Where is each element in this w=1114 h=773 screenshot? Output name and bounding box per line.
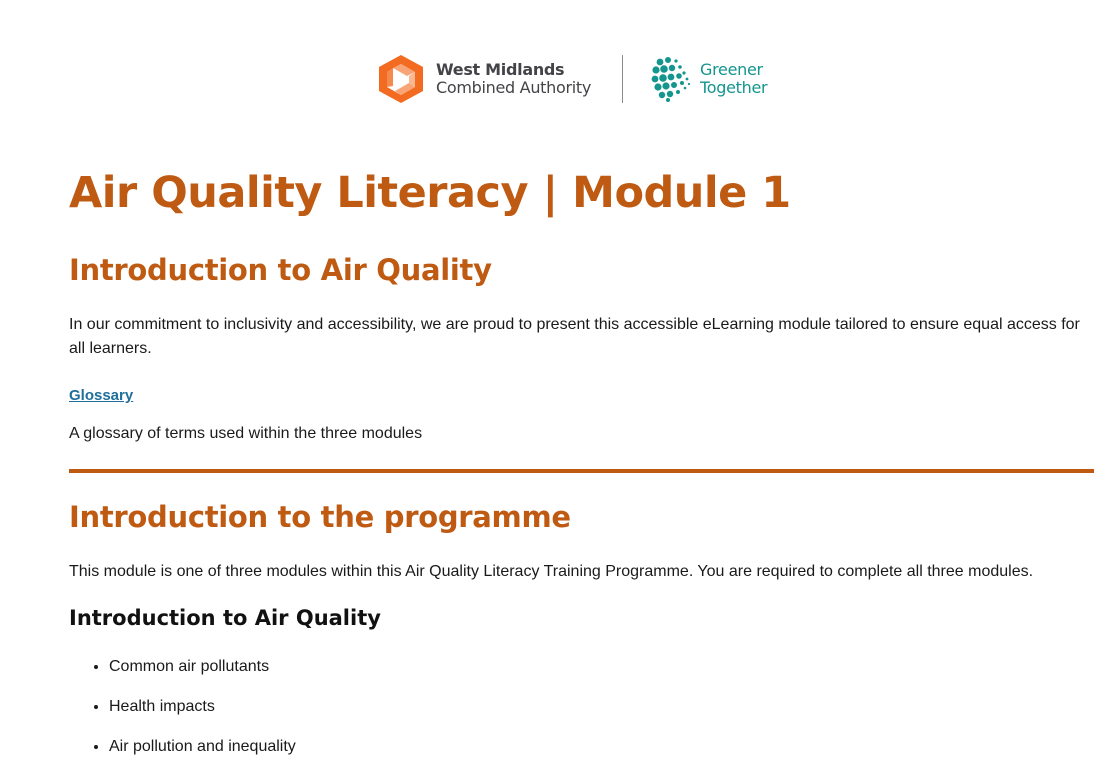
wmca-name-line2: Combined Authority (436, 78, 592, 97)
wmca-logo[interactable] (376, 54, 591, 104)
intro-paragraph: In our commitment to inclusivity and accessibility, we are proud to present this accessible eLearning module tailored to ensure equal access for all learners. (69, 316, 1080, 357)
section-divider (69, 469, 1094, 473)
site-header (376, 54, 767, 104)
greener-together-molecule-icon (651, 56, 691, 102)
gt-name-line1: Greener (700, 60, 763, 79)
gt-name-line2: Together (700, 78, 768, 97)
glossary-link[interactable]: Glossary (69, 387, 134, 404)
module-topic-list (69, 653, 296, 773)
logo-divider (622, 55, 623, 103)
list-item: • Health impacts (109, 693, 296, 733)
module-heading: Introduction to Air Quality (69, 606, 381, 630)
glossary-description: A glossary of terms used within the three modules (69, 425, 423, 442)
list-item: • Air pollution and inequality (109, 733, 296, 773)
programme-paragraph: This module is one of three modules within this Air Quality Literacy Training Programme. You are required to complete all three modules. (69, 563, 1034, 580)
wmca-name-line1: West Midlands (436, 60, 565, 79)
list-item: • Common air pollutants (109, 653, 296, 693)
intro-heading: Introduction to Air Quality (69, 253, 492, 287)
greener-together-logo[interactable] (651, 56, 767, 102)
wmca-hexagon-icon (376, 54, 427, 104)
programme-heading: Introduction to the programme (69, 500, 571, 534)
page-title: Air Quality Literacy | Module 1 (69, 168, 791, 218)
